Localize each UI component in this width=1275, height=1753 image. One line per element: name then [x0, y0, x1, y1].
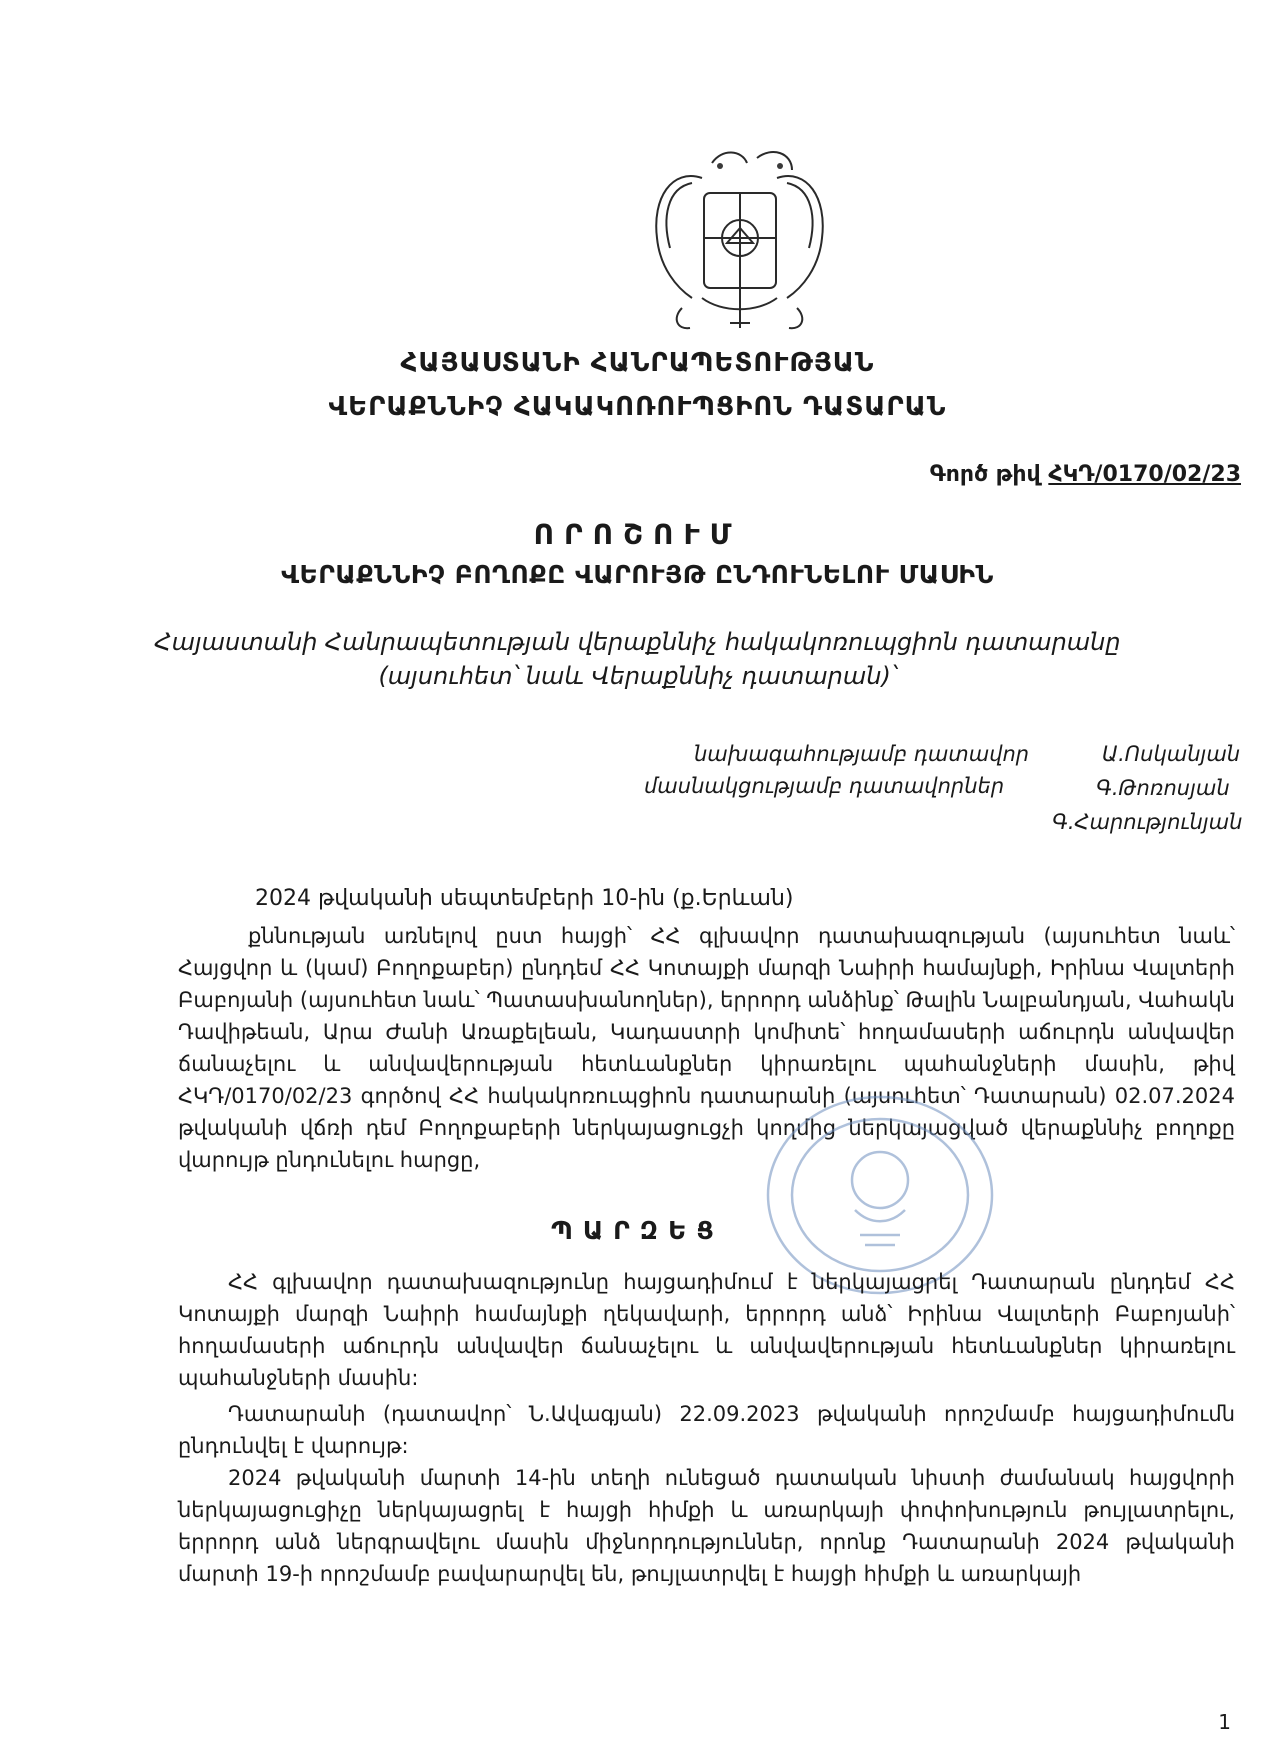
judge-2: Գ.Թոռոսյան: [1096, 776, 1230, 800]
judge-3: Գ.Հարությունյան: [1052, 810, 1243, 834]
coat-of-arms-icon: [632, 138, 847, 338]
paragraph-claim: ՀՀ գլխավոր դատախազությունը հայցադիմում է ներկայացրել Դատարան ընդդեմ ՀՀ Կոտայքի մարզի Նաիրի համայնքի ղեկավարի, երրորդ անձ՝ Իրինա Վալտերի Բաբոյանի՝ հողամասերի աճուրդն անվավեր ճանաչելու և անվավերության հետևանքներ կիրառելու պահանջների մասին:: [178, 1270, 1235, 1390]
presiding-judge: Ա.Ոսկանյան: [1102, 742, 1241, 766]
document-subtitle: ՎԵՐԱՔՆՆԻՉ ԲՈՂՈՔԸ ՎԱՐՈՒՅԹ ԸՆԴՈՒՆԵԼՈՒ ՄԱՍԻՆ: [281, 560, 994, 589]
members-label: մասնակցությամբ դատավորներ: [644, 774, 1005, 798]
page-number: 1: [1218, 1710, 1231, 1734]
paragraph-hearing: 2024 թվականի մարտի 14-ին տեղի ունեցած դատական նիստի ժամանակ հայցվորի ներկայացուցիչը ներկայացրել է հայցի հիմքի և առարկայի փոփոխություն թույլատրելու, երրորդ անձ ներգրավելու մասին միջնորդություններ, որոնք Դատարանի 2024 թվականի մարտի 19-ի որոշմամբ բավարարվել են, թույլատրվել է հայցի հիմքի և առարկայի: [178, 1466, 1235, 1586]
date-place-line: 2024 թվականի սեպտեմբերի 10-ին (ք.Երևան): [255, 886, 794, 911]
section-heading: ՊԱՐԶԵՑ: [551, 1216, 724, 1245]
case-number-line: [930, 462, 1241, 487]
paragraph-intro: քննության առնելով ըստ հայցի՝ ՀՀ գլխավոր դատախազության (այսուհետ նաև՝ Հայցվոր և (կամ) Բողոքաբեր) ընդդեմ ՀՀ Կոտայքի մարզի Նաիրի համայնքի, Իրինա Վալտերի Բաբոյանի (այսուհետ նաև՝ Պատասխանողներ), երրորդ անձինք՝ Թալին Նալբանդյան, Վահակն Դավիթեան, Արա Ժանի Առաքելեան, Կադաստրի կոմիտե՝ հողամասերի աճուրդն անվավեր ճանաչելու և անվավերության հետևանքներ կիրառելու պահանջների մասին, թիվ ՀԿԴ/0170/02/23 գործով ՀՀ հակակոռուպցիոն դատարանի (այսուհետ՝ Դատարան) 02.07.2024 թվականի վճռի դեմ Բողոքաբերի ներկայացուցչի կողմից ներկայացված վերաքննիչ բողոքը վարույթ ընդունելու հարցը,: [178, 924, 1235, 1172]
presiding-label: նախագահությամբ դատավոր: [694, 742, 1030, 766]
paragraph-admission: Դատարանի (դատավոր՝ Ն.Ավագյան) 22.09.2023 թվականի որոշմամբ հայցադիմումն ընդունվել է վարույթ:: [178, 1402, 1235, 1458]
court-alias: (այսուհետ՝ նաև Վերաքննիչ դատարան)՝: [378, 662, 897, 690]
document-title: ՈՐՈՇՈՒՄ: [533, 518, 742, 551]
case-number: ՀԿԴ/0170/02/23: [1048, 462, 1241, 487]
court-name: Հայաստանի Հանրապետության վերաքննիչ հակակոռուպցիոն դատարանը: [154, 628, 1121, 656]
case-label: Գործ թիվ: [929, 462, 1049, 487]
organization-name-line2: ՎԵՐԱՔՆՆԻՉ ՀԱԿԱԿՈՌՈՒՊՑԻՈՆ ԴԱՏԱՐԱՆ: [328, 392, 947, 422]
organization-name-line1: ՀԱՅԱՍՏԱՆԻ ՀԱՆՐԱՊԵՏՈՒԹՅԱՆ: [400, 348, 875, 378]
